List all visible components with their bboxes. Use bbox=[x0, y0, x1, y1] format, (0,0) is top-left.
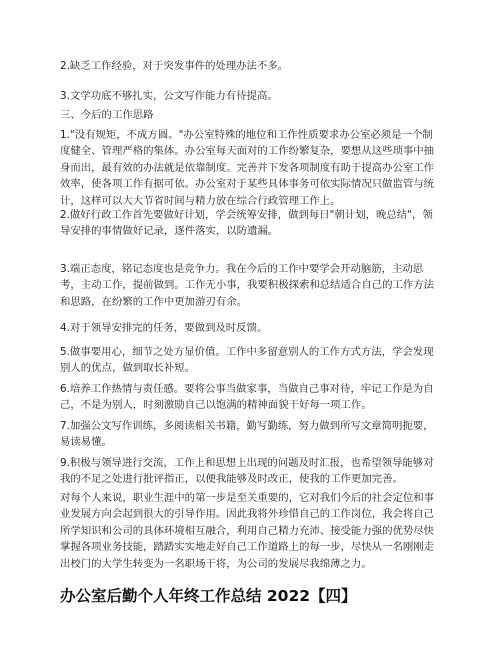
closing-paragraph: 对每个人来说，职业生涯中的第一步是至关重要的，它对我们今后的社会定位和事业发展方向会起到很大的引导作用。因此我将外珍惜自己的工作岗位，我会将自己所学知识和公司的具体环境相互融合，利用自己精力充沛、接受能力强的优势尽快掌握各项业务技能，踏踏实实地走好自己工作道路上的每一步，尽快从一名刚刚走出校门的大学生转变为一名职场干将，为公司的发展尽我绵薄之力。 bbox=[60, 492, 435, 570]
plan-item-4: 4.对于领导安排完的任务，要做到及时反馈。 bbox=[60, 322, 268, 334]
paragraph-item-3: 3.文学功底不够扎实，公文写作能力有待提高。 bbox=[60, 90, 278, 102]
section-heading-future-plans: 三、今后的工作思路 bbox=[60, 109, 154, 121]
plan-item-5: 5.做事要用心，细节之处方显价值。工作中多留意别人的工作方式方法，学会发现别人的优点，做到取长补短。 bbox=[60, 346, 434, 375]
plan-item-6: 6.培养工作热情与责任感。要将公事当做家事，当做自己事对待，牢记工作是为自己，不是为别人，时刻激励自己以饱满的精神面貌干好每一项工作。 bbox=[60, 383, 434, 412]
plan-item-2: 2.做好行政工作首先要做好计划，学会统筹安排，做到每日"朝计划，晚总结"，领导安排的事情做好记录，逐件落实，以防遗漏。 bbox=[60, 209, 433, 238]
paragraph-item-2: 2.缺乏工作经验，对于突发事件的处理办法不多。 bbox=[60, 60, 289, 72]
plan-item-9: 9.积极与领导进行交流，工作上和思想上出现的问题及时汇报，也希望领导能够对我的不足之处进行批评指正，以便我能够及时改正，使我的工作更加完善。 bbox=[60, 457, 434, 486]
document-heading: 办公室后勤个人年终工作总结 2022【四】 bbox=[60, 587, 357, 605]
plan-item-1: 1."没有规矩，不成方圆。"办公室特殊的地位和工作性质要求办公室必须是一个制度健全、管理严格的集体。办公室每天面对的工作纷繁复杂，要想从这些琐事中抽身而出，最有效的办法就是依靠制度。完善并下发各项制度有助于提高办公室工作效率，使各项工作有据可依。办公室对于某些具体事务可依实际情况只做监管与统计，这样可以大大节省时间与精力放在综合行政管理工作上。 bbox=[60, 129, 435, 207]
plan-item-3: 3.端正态度，铭记态度也是竞争力。我在今后的工作中要学会开动脑筋，主动思考，主动工作，提前做到。工作无小事，我要积极探索和总结适合自己的工作方法和思路，在纷繁的工作中更加游刃有余。 bbox=[60, 263, 435, 308]
plan-item-7: 7.加强公文写作训练，多阅读相关书籍，勤写勤练，努力做到所写文章简明扼要，易读易懂。 bbox=[60, 420, 434, 449]
